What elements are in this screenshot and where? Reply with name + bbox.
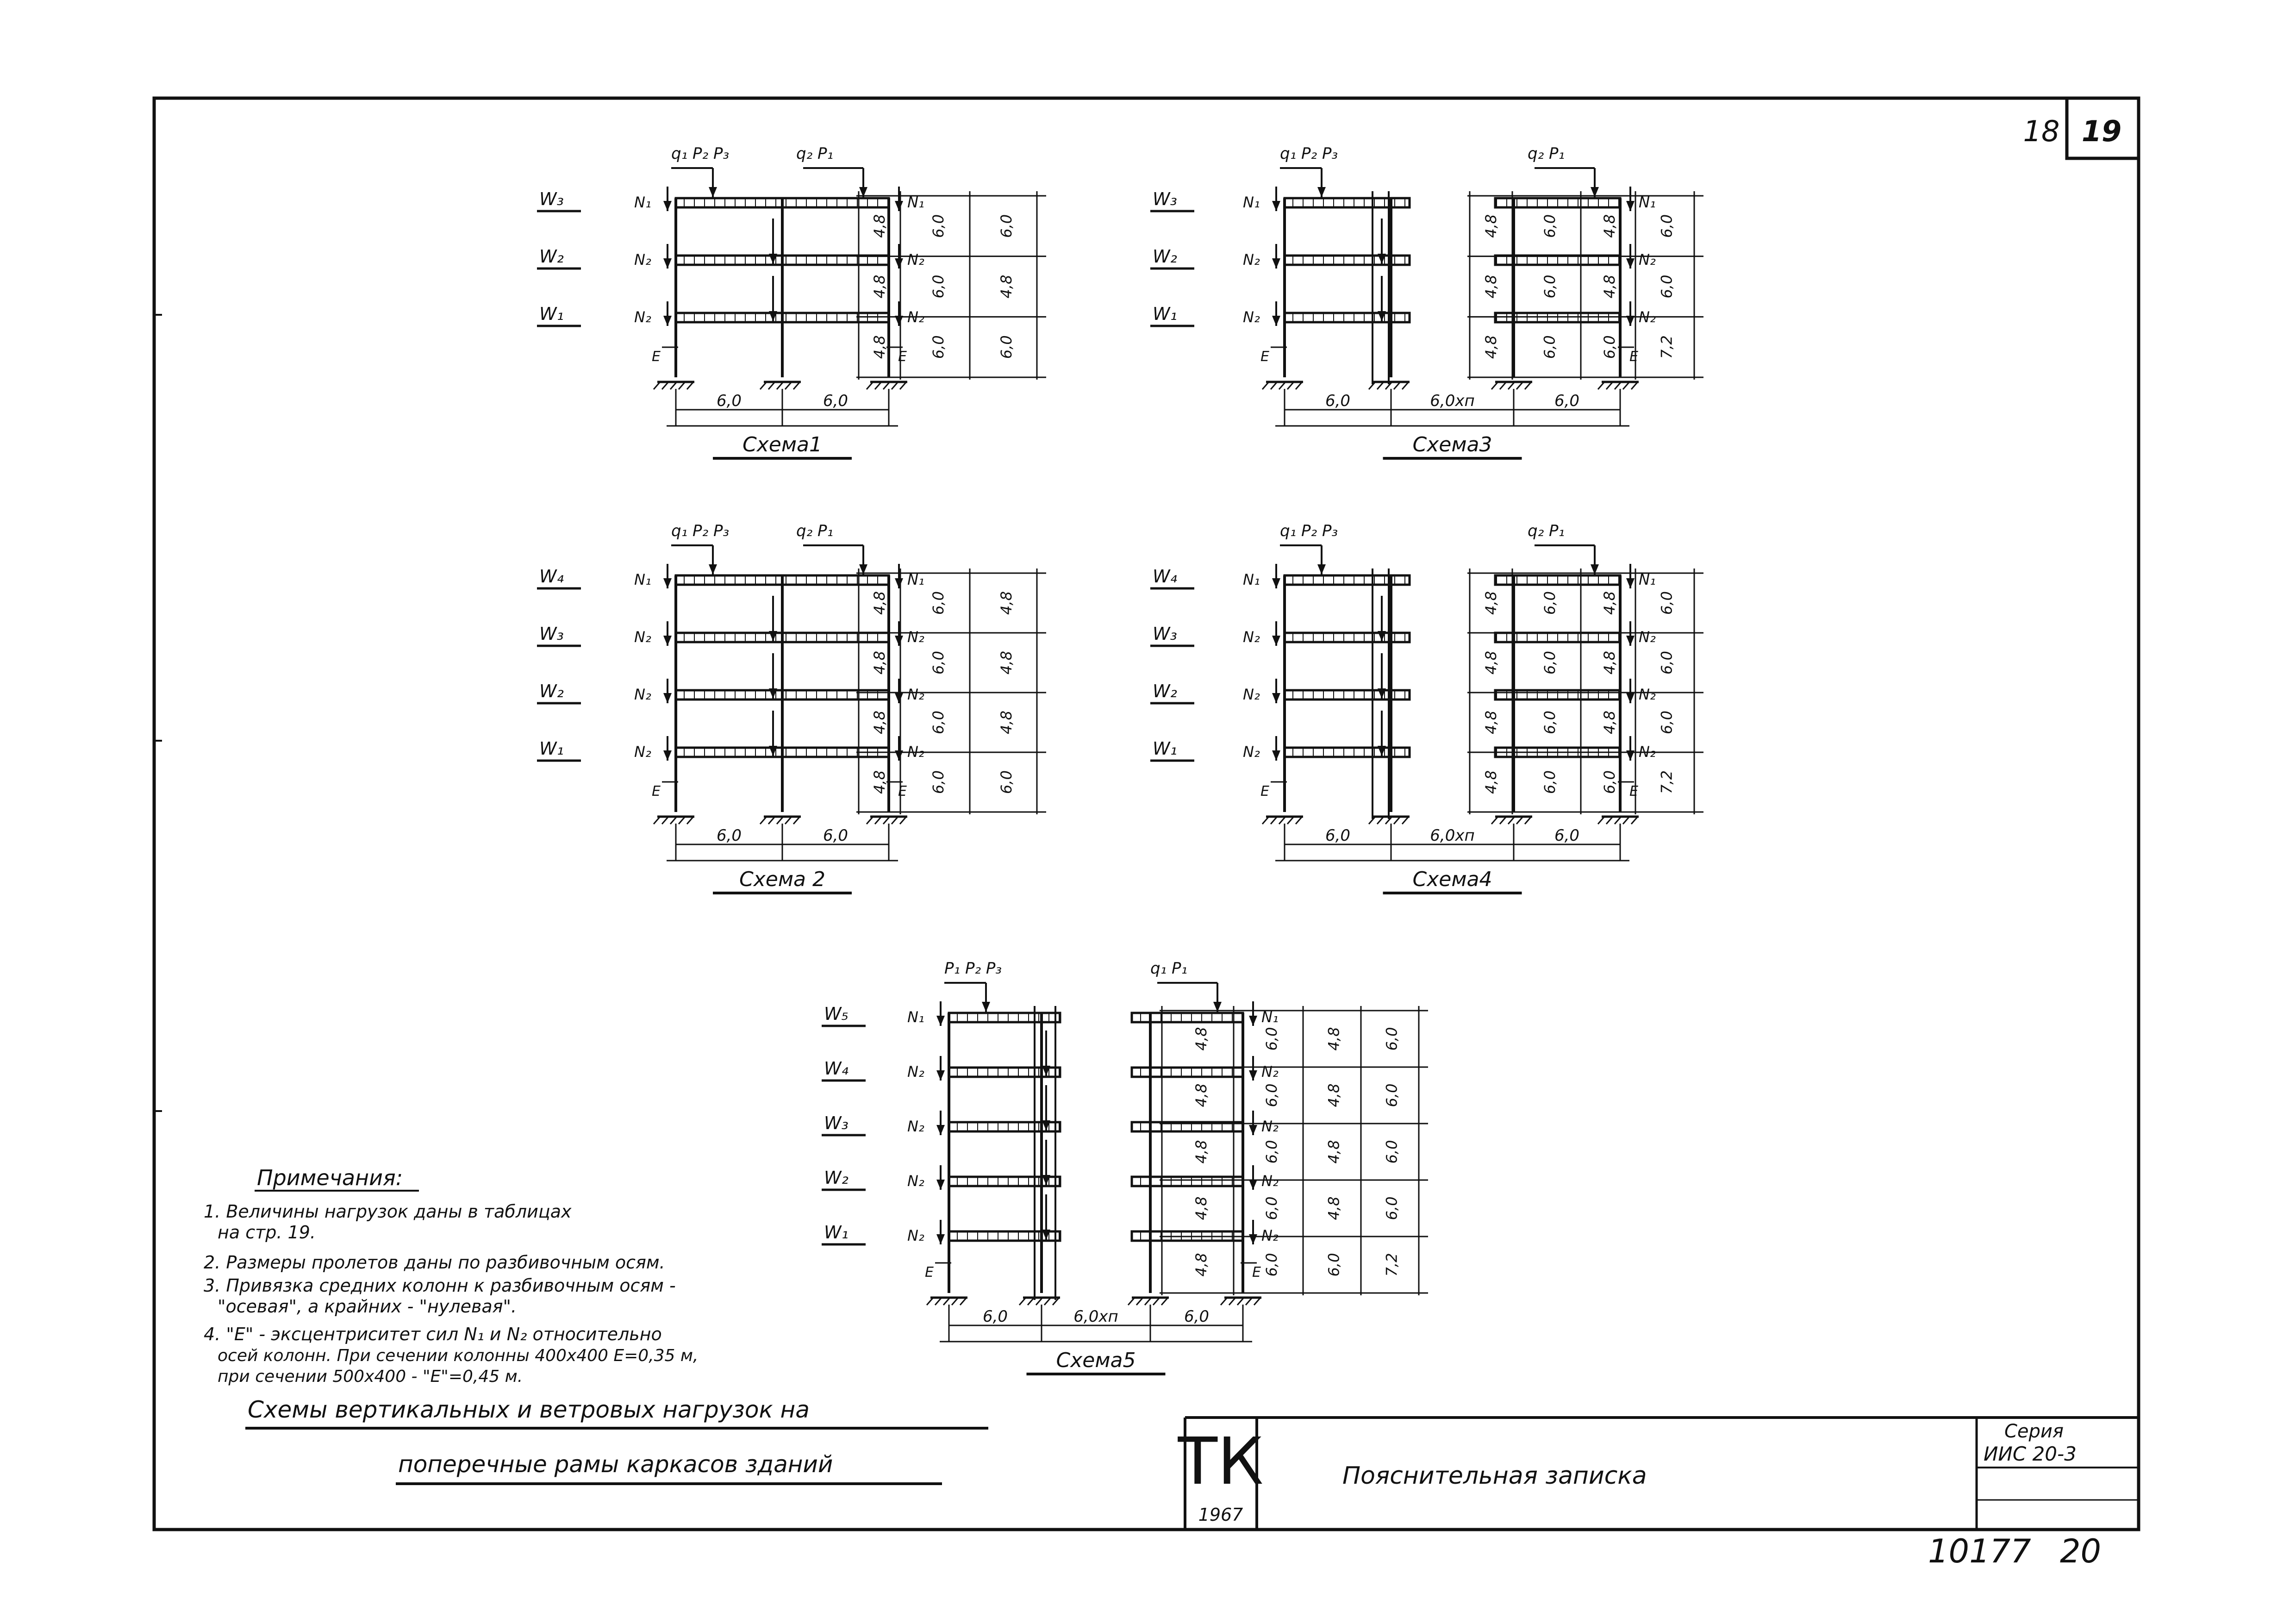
node-label-right: N₂ [1639, 628, 1656, 646]
height-table-cell: 6,0 [930, 591, 947, 615]
fixed-support-hatch [1491, 817, 1498, 824]
height-table-cell: 4,8 [870, 591, 888, 615]
archive-number: 10177 [1928, 1532, 2031, 1570]
node-label-left: N₂ [634, 308, 651, 326]
span-label: 6,0хп [1430, 392, 1475, 410]
height-table-cell: 4,8 [1482, 591, 1500, 615]
fixed-support-hatch [867, 382, 873, 389]
height-table-cell: 4,8 [1482, 335, 1500, 359]
height-table-cell: 4,8 [1325, 1140, 1343, 1164]
height-table-cell: 4,8 [1325, 1196, 1343, 1220]
node-force-arrow-head [663, 750, 672, 761]
eccentricity-label-right: E [1252, 1264, 1261, 1280]
node-force-arrow-head [1272, 316, 1280, 326]
height-table-cell: 4,8 [1192, 1027, 1210, 1051]
height-table-cell: 4,8 [870, 651, 888, 675]
fixed-support-hatch [1019, 1298, 1026, 1305]
eccentricity-label-right: E [898, 783, 907, 800]
span-label: 6,0 [1184, 1307, 1210, 1326]
span-label: 6,0хп [1073, 1307, 1118, 1326]
node-force-arrow-head [663, 578, 672, 588]
node-label-left: N₂ [1243, 251, 1260, 269]
node-label-left: N₂ [634, 743, 651, 761]
page-number-right: 19 [2081, 114, 2122, 148]
series-value: ИИС 20-3 [1984, 1443, 2077, 1465]
height-table-cell: 6,0 [930, 651, 947, 675]
node-force-arrow-head [895, 201, 903, 211]
span-label: 6,0 [1325, 826, 1351, 845]
title-block [1178, 1418, 2139, 1530]
wind-label: W₂ [539, 681, 564, 701]
span-label: 6,0 [823, 392, 849, 410]
height-table-cell: 6,0 [997, 214, 1015, 238]
node-label-right: N₂ [907, 628, 924, 646]
node-label-right: N₁ [1639, 194, 1656, 211]
fixed-support-hatch [760, 382, 767, 389]
height-table-cell: 4,8 [1482, 651, 1500, 675]
fixed-support-hatch [1262, 382, 1269, 389]
node-force-arrow-head [1249, 1070, 1257, 1081]
node-label-left: N₁ [634, 571, 651, 588]
node-force-arrow-head [663, 258, 672, 269]
node-force-arrow-head [663, 316, 672, 326]
tk-logo: ТК [1178, 1424, 1264, 1499]
height-table-cell: 4,8 [1482, 770, 1500, 794]
node-force-arrow-head [1626, 693, 1635, 703]
height-table-cell: 7,2 [1658, 335, 1676, 359]
span-label: 6,0 [716, 826, 742, 845]
node-force-arrow-head [936, 1180, 945, 1190]
node-force-arrow-head [1626, 578, 1635, 588]
wind-label: W₃ [1153, 189, 1177, 209]
node-label-right: N₂ [907, 743, 924, 761]
height-table-cell: 4,8 [870, 214, 888, 238]
node-label-right: N₂ [1261, 1063, 1279, 1081]
node-label-right: N₁ [1261, 1008, 1279, 1026]
height-table-cell: 4,8 [1601, 651, 1619, 675]
height-table-cell: 6,0 [997, 335, 1015, 359]
fixed-support-hatch [867, 817, 873, 824]
document-title: Пояснительная записка [1342, 1462, 1647, 1490]
height-table-cell: 6,0 [1263, 1027, 1280, 1051]
note-line: осей колонн. При сечении колонны 400х400 Е=0,35 м, [218, 1346, 699, 1365]
node-label-left: N₂ [1243, 628, 1260, 646]
node-force-arrow-head [1272, 258, 1280, 269]
eccentricity-label-left: E [1260, 349, 1269, 365]
fixed-support-hatch [1221, 1298, 1227, 1305]
node-label-right: N₂ [907, 308, 924, 326]
floor-beam [1132, 1177, 1243, 1186]
wind-label: W₄ [539, 566, 564, 587]
load-label-right: q₂ P₁ [796, 144, 834, 163]
height-table-cell: 6,0 [997, 770, 1015, 794]
height-table-cell: 4,8 [1325, 1027, 1343, 1051]
floor-beam [949, 1013, 1060, 1022]
span-label: 6,0 [1554, 392, 1580, 410]
wind-label: W₁ [539, 738, 564, 759]
node-label-left: N₁ [907, 1008, 924, 1026]
eccentricity-label-left: E [652, 783, 661, 800]
scheme-caption: Схема 2 [739, 868, 825, 891]
span-label: 6,0 [982, 1307, 1008, 1326]
node-label-left: N₂ [907, 1172, 924, 1190]
load-label-left: q₁ P₂ P₃ [1280, 144, 1338, 163]
height-table-cell: 6,0 [1383, 1027, 1401, 1051]
wind-label: W₂ [539, 246, 564, 267]
node-label-right: N₂ [1639, 686, 1656, 703]
height-table-cell: 7,2 [1383, 1253, 1401, 1277]
height-table-cell: 4,8 [870, 711, 888, 734]
height-table-cell: 4,8 [1601, 214, 1619, 238]
height-table-cell: 4,8 [1482, 214, 1500, 238]
height-table-cell: 6,0 [1658, 591, 1676, 615]
height-table-cell: 6,0 [1658, 711, 1676, 734]
height-table-cell: 6,0 [1541, 770, 1559, 794]
load-arrow-head [709, 564, 717, 575]
height-table-cell: 6,0 [1263, 1196, 1280, 1220]
height-table-cell: 6,0 [930, 335, 947, 359]
node-label-right: N₂ [1261, 1118, 1279, 1135]
node-label-right: N₁ [907, 194, 924, 211]
scheme-caption: Схема4 [1412, 868, 1492, 891]
height-table-cell: 6,0 [1658, 651, 1676, 675]
node-force-arrow-head [1626, 201, 1635, 211]
height-table-cell: 4,8 [1192, 1253, 1210, 1277]
node-label-left: N₂ [907, 1227, 924, 1244]
node-label-right: N₂ [907, 686, 924, 703]
wind-label: W₁ [1153, 738, 1177, 759]
scheme-caption: Схема3 [1412, 433, 1492, 456]
height-table-cell: 4,8 [997, 591, 1015, 615]
scheme-caption: Схема5 [1056, 1349, 1136, 1372]
node-label-right: N₁ [1639, 571, 1656, 588]
scheme-1 [537, 144, 1046, 458]
node-force-arrow-head [936, 1125, 945, 1135]
node-label-right: N₂ [1261, 1227, 1279, 1244]
height-table-cell: 6,0 [1541, 651, 1559, 675]
note-line: 1. Величины нагрузок даны в таблицах [204, 1201, 572, 1222]
height-table-cell: 4,8 [1601, 711, 1619, 734]
node-force-arrow-head [1249, 1234, 1257, 1244]
load-arrow-head [1317, 187, 1326, 197]
sheet-title-line-2: поперечные рамы каркасов зданий [398, 1451, 833, 1478]
load-label-left: q₁ P₂ P₃ [1280, 522, 1338, 540]
node-force-arrow-head [895, 693, 903, 703]
node-force-arrow-head [895, 636, 903, 646]
height-table-cell: 4,8 [1192, 1083, 1210, 1107]
height-table-cell: 6,0 [1541, 711, 1559, 734]
load-arrow-head [709, 187, 717, 197]
height-table-cell: 6,0 [930, 770, 947, 794]
height-table-cell: 6,0 [1541, 335, 1559, 359]
eccentricity-label-left: E [925, 1264, 934, 1280]
node-force-arrow-head [1272, 578, 1280, 588]
sheet-title-line-1: Схемы вертикальных и ветровых нагрузок на [248, 1396, 810, 1423]
note-line: 4. "Е" - эксцентриситет сил N₁ и N₂ относительно [204, 1324, 662, 1344]
floor-beam [1132, 1068, 1243, 1077]
height-table-cell: 6,0 [1383, 1083, 1401, 1107]
height-table-cell: 4,8 [870, 275, 888, 299]
node-label-left: N₂ [907, 1118, 924, 1135]
wind-label: W₁ [1153, 304, 1177, 324]
node-force-arrow-head [1626, 258, 1635, 269]
fixed-support-hatch [1598, 382, 1604, 389]
height-table-cell: 4,8 [870, 335, 888, 359]
node-label-left: N₂ [1243, 308, 1260, 326]
wind-label: W₂ [1153, 681, 1177, 701]
node-force-arrow-head [663, 636, 672, 646]
wind-label: W₃ [539, 189, 564, 209]
load-label-right: q₂ P₁ [1528, 522, 1565, 540]
scheme-3 [1150, 144, 1703, 458]
height-table-cell: 6,0 [930, 711, 947, 734]
height-table-cell: 6,0 [930, 214, 947, 238]
node-force-arrow-head [1272, 693, 1280, 703]
page-number-left: 18 [2023, 114, 2060, 148]
node-label-left: N₁ [1243, 194, 1260, 211]
span-label: 6,0 [716, 392, 742, 410]
height-table-cell: 6,0 [1601, 335, 1619, 359]
node-force-arrow-head [936, 1070, 945, 1081]
node-force-arrow-head [1272, 750, 1280, 761]
load-label-left: q₁ P₂ P₃ [671, 522, 730, 540]
sheet-number: 20 [2060, 1532, 2102, 1570]
node-force-arrow-head [895, 258, 903, 269]
fixed-support-hatch [654, 817, 660, 824]
node-label-right: N₁ [907, 571, 924, 588]
height-table-cell: 6,0 [1541, 591, 1559, 615]
height-table-cell: 6,0 [930, 275, 947, 299]
title-block-year: 1967 [1198, 1505, 1243, 1525]
fixed-support-hatch [1598, 817, 1604, 824]
node-force-arrow-head [1249, 1125, 1257, 1135]
node-force-arrow-head [1272, 636, 1280, 646]
height-table-cell: 6,0 [1383, 1196, 1401, 1220]
notes-block [204, 1165, 699, 1386]
height-table-cell: 4,8 [1192, 1196, 1210, 1220]
node-force-arrow-head [1272, 201, 1280, 211]
scheme-2 [537, 522, 1046, 893]
wind-label: W₂ [824, 1168, 849, 1188]
fixed-support-hatch [1262, 817, 1269, 824]
load-label-right: q₂ P₁ [1528, 144, 1565, 163]
wind-label: W₂ [1153, 246, 1177, 267]
fixed-support-hatch [1491, 382, 1498, 389]
node-label-left: N₁ [634, 194, 651, 211]
height-table-cell: 4,8 [1482, 275, 1500, 299]
node-label-left: N₂ [634, 686, 651, 703]
load-label-right: q₁ P₁ [1150, 959, 1188, 978]
node-label-left: N₂ [634, 628, 651, 646]
note-line: на стр. 19. [218, 1222, 316, 1243]
fixed-support-hatch [1128, 1298, 1135, 1305]
note-line: "осевая", а крайних - "нулевая". [218, 1296, 517, 1317]
node-force-arrow-head [936, 1016, 945, 1026]
height-table-cell: 6,0 [1541, 214, 1559, 238]
fixed-support-hatch [760, 817, 767, 824]
wind-label: W₄ [824, 1058, 849, 1079]
node-label-right: N₂ [1261, 1172, 1279, 1190]
node-label-right: N₂ [1639, 308, 1656, 326]
load-label-left: P₁ P₂ P₃ [944, 959, 1002, 978]
height-table-cell: 6,0 [1541, 275, 1559, 299]
wind-label: W₃ [539, 624, 564, 644]
node-force-arrow-head [663, 201, 672, 211]
node-label-right: N₂ [1639, 743, 1656, 761]
scheme-5 [822, 959, 1428, 1374]
wind-label: W₃ [824, 1113, 849, 1133]
wind-label: W₅ [824, 1004, 849, 1024]
wind-label: W₁ [539, 304, 564, 324]
height-table-cell: 4,8 [1601, 591, 1619, 615]
node-label-left: N₂ [634, 251, 651, 269]
note-line: при сечении 500х400 - "Е"=0,45 м. [218, 1367, 523, 1386]
height-table-cell: 7,2 [1658, 770, 1676, 794]
height-table-cell: 4,8 [1482, 711, 1500, 734]
height-table-cell: 4,8 [1192, 1140, 1210, 1164]
load-label-right: q₂ P₁ [796, 522, 834, 540]
eccentricity-label-right: E [1629, 349, 1638, 365]
eccentricity-label-right: E [898, 349, 907, 365]
node-force-arrow-head [1249, 1016, 1257, 1026]
series-label: Серия [2004, 1421, 2064, 1442]
height-table-cell: 4,8 [997, 275, 1015, 299]
node-force-arrow-head [663, 693, 672, 703]
height-table-cell: 4,8 [1601, 275, 1619, 299]
height-table-cell: 6,0 [1263, 1083, 1280, 1107]
fixed-support-hatch [927, 1298, 933, 1305]
wind-label: W₄ [1153, 566, 1177, 587]
node-force-arrow-head [936, 1234, 945, 1244]
note-line: 3. Привязка средних колонн к разбивочным осям - [204, 1275, 676, 1296]
span-label: 6,0 [823, 826, 849, 845]
scheme-4 [1150, 522, 1703, 893]
node-label-left: N₂ [1243, 686, 1260, 703]
fixed-support-hatch [654, 382, 660, 389]
eccentricity-label-left: E [1260, 783, 1269, 800]
wind-label: W₁ [824, 1222, 849, 1243]
floor-beam [1132, 1013, 1243, 1022]
node-label-right: N₂ [1639, 251, 1656, 269]
height-table-cell: 6,0 [1263, 1253, 1280, 1277]
node-force-arrow-head [895, 578, 903, 588]
wind-label: W₃ [1153, 624, 1177, 644]
height-table-cell: 6,0 [1658, 214, 1676, 238]
height-table-cell: 6,0 [1383, 1140, 1401, 1164]
load-arrow-head [1317, 564, 1326, 575]
span-label: 6,0 [1325, 392, 1351, 410]
node-label-left: N₁ [1243, 571, 1260, 588]
node-force-arrow-head [1249, 1180, 1257, 1190]
load-label-left: q₁ P₂ P₃ [671, 144, 730, 163]
note-line: 2. Размеры пролетов даны по разбивочным осям. [204, 1252, 665, 1273]
span-label: 6,0 [1554, 826, 1580, 845]
node-label-left: N₂ [907, 1063, 924, 1081]
node-label-right: N₂ [907, 251, 924, 269]
load-arrow-head [982, 1002, 990, 1012]
height-table-cell: 4,8 [997, 651, 1015, 675]
eccentricity-label-right: E [1629, 783, 1638, 800]
node-force-arrow-head [1626, 636, 1635, 646]
height-table-cell: 4,8 [997, 711, 1015, 734]
scheme-caption: Схема1 [742, 433, 822, 456]
height-table-cell: 6,0 [1325, 1253, 1343, 1277]
height-table-cell: 6,0 [1601, 770, 1619, 794]
height-table-cell: 6,0 [1263, 1140, 1280, 1164]
span-label: 6,0хп [1430, 826, 1475, 845]
height-table-cell: 4,8 [1325, 1083, 1343, 1107]
eccentricity-label-left: E [652, 349, 661, 365]
height-table-cell: 4,8 [870, 770, 888, 794]
node-label-left: N₂ [1243, 743, 1260, 761]
notes-heading: Примечания: [257, 1165, 403, 1190]
height-table-cell: 6,0 [1658, 275, 1676, 299]
